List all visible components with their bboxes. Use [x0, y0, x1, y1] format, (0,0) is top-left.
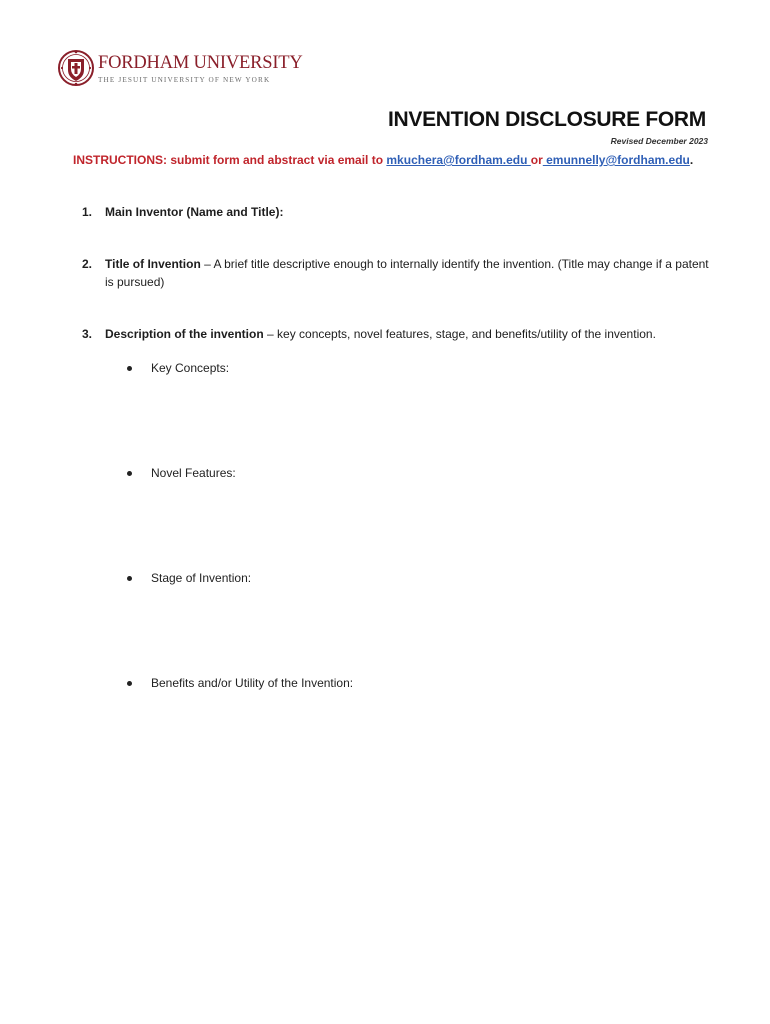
fordham-logo [58, 44, 303, 92]
question-text [105, 203, 712, 221]
email-link-mkuchera[interactable]: mkuchera@fordham.edu [386, 153, 531, 167]
logo-name: FORDHAM UNIVERSITY [98, 52, 303, 73]
question-number: 3. [82, 327, 93, 341]
bullet-label: Key Concepts: [151, 361, 230, 375]
question-2 [82, 255, 712, 291]
bullet-icon [127, 681, 132, 686]
question-description: – A brief title descriptive enough to internally identify the invention. (Title may change if a patent is pursued) [105, 257, 709, 289]
instructions-lead: INSTRUCTIONS: submit form and abstract via email to [73, 153, 387, 167]
bullet-label: Stage of Invention: [151, 571, 252, 585]
email-link-emunnelly[interactable]: emunnelly@fordham.edu [542, 153, 690, 167]
question-3 [82, 325, 712, 343]
bullet-novel-features [126, 466, 236, 480]
bullet-icon [127, 471, 132, 476]
bullet-key-concepts [126, 361, 229, 375]
instructions-end: . [689, 153, 694, 167]
question-label: Description of the invention [105, 327, 264, 341]
fordham-seal-icon [58, 46, 94, 90]
question-label: Main Inventor (Name and Title): [105, 205, 284, 219]
bullet-icon [127, 366, 132, 371]
question-number: 1. [82, 205, 93, 219]
bullet-icon [127, 576, 132, 581]
revision-date: Revised December 2023 [610, 136, 708, 146]
logo-text [98, 53, 303, 84]
question-1 [82, 203, 712, 221]
question-number: 2. [82, 257, 93, 271]
bullet-benefits [126, 676, 353, 690]
question-label: Title of Invention [105, 257, 201, 271]
question-text [105, 325, 712, 343]
question-description: – key concepts, novel features, stage, and benefits/utility of the invention. [263, 327, 656, 341]
question-text [105, 255, 712, 291]
instructions-joiner: or [530, 153, 543, 167]
instructions [73, 153, 693, 167]
bullet-label: Benefits and/or Utility of the Invention: [151, 676, 354, 690]
bullet-label: Novel Features: [151, 466, 236, 480]
bullet-stage [126, 571, 251, 585]
logo-tagline: THE JESUIT UNIVERSITY OF NEW YORK [98, 75, 271, 84]
form-title: INVENTION DISCLOSURE FORM [387, 108, 706, 131]
